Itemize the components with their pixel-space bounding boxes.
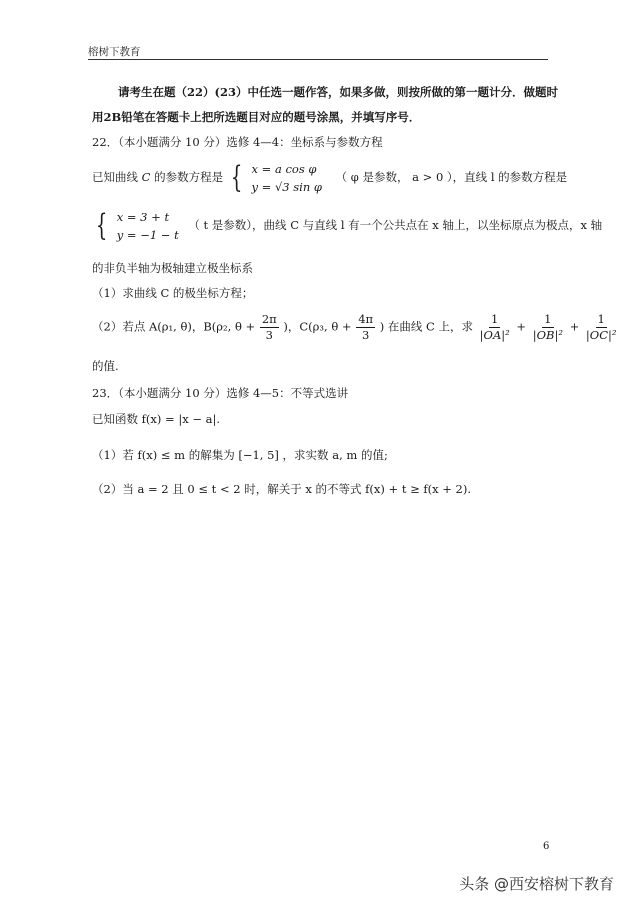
param2-row1: x = 3 + t <box>116 210 170 224</box>
param2-row2: y = −1 − t <box>116 228 179 242</box>
header-rule <box>88 59 548 60</box>
curve-C: C <box>141 170 151 184</box>
param1-row1: x = a cos φ <box>251 162 317 176</box>
q23-part1: （1）若 f(x) ≤ m 的解集为 [−1, 5] ，求实数 a, m 的值; <box>92 448 388 462</box>
left-brace-1: { <box>230 160 243 195</box>
q22-intro <box>92 160 567 196</box>
q22-part1: （1）求曲线 C 的极坐标方程； <box>92 286 254 300</box>
frac-OA-den: |OA|² <box>479 328 510 342</box>
frac-OB-den: |OB|² <box>532 328 563 342</box>
part2-b: )，C(ρ₃, θ + <box>283 319 352 334</box>
instruction-line-2: 用2B铅笔在答题卡上把所选题目对应的题号涂黑，并填写序号． <box>92 110 421 124</box>
frac-1-OC <box>584 312 619 343</box>
q22-intro-a: 已知曲线 <box>92 170 138 184</box>
frac-OB-num: 1 <box>544 312 552 326</box>
frac-OC-den: |OC|² <box>585 328 617 342</box>
plus-1: + <box>516 319 527 334</box>
q23-intro: 已知函数 f(x) = |x − a|. <box>92 412 221 426</box>
part2-c: ) 在曲线 C 上，求 <box>379 319 474 334</box>
part2-a: （2）若点 A(ρ₁, θ)，B(ρ₂, θ + <box>92 319 256 334</box>
param2-note: （ t 是参数），曲线 C 与直线 l 有一个公共点在 x 轴上，以坐标原点为极点，x 轴 <box>188 218 603 232</box>
watermark: 头条 @西安榕树下教育 <box>459 875 614 893</box>
frac-2pi-3 <box>260 312 279 343</box>
q22-line2 <box>92 208 602 244</box>
q22-part2-end: 的值. <box>92 359 119 373</box>
frac-4pi-den: 3 <box>361 328 370 342</box>
left-brace-2: { <box>95 208 108 243</box>
q22-part2 <box>92 312 620 343</box>
instruction-line-1: 请考生在题（22）(23）中任选一题作答，如果多做，则按所做的第一题计分．做题时 <box>118 85 558 99</box>
param-system-2 <box>117 208 179 244</box>
q22-header: 22．（本小题满分 10 分）选修 4—4：坐标系与参数方程 <box>92 135 383 149</box>
param1-note: （ φ 是参数， a > 0 ），直线 l 的参数方程是 <box>335 170 568 184</box>
frac-OC-num: 1 <box>597 312 605 326</box>
q22-intro-b: 的参数方程是 <box>154 170 224 184</box>
q23-part2: （2）当 a = 2 且 0 ≤ t < 2 时，解关于 x 的不等式 f(x) + t ≥ f(x + 2). <box>92 482 472 496</box>
frac-1-OB <box>531 312 565 343</box>
param1-row2: y = √3 sin φ <box>251 180 322 194</box>
param-system-1 <box>252 160 322 196</box>
frac-4pi-num: 4π <box>358 312 374 326</box>
q23-header: 23．（本小题满分 10 分）选修 4—5：不等式选讲 <box>92 386 349 400</box>
frac-4pi-3 <box>356 312 375 343</box>
frac-2pi-den: 3 <box>265 328 273 342</box>
frac-OA-num: 1 <box>491 312 499 326</box>
frac-2pi-num: 2π <box>261 312 277 326</box>
plus-2: + <box>569 319 580 334</box>
page-number: 6 <box>543 841 550 852</box>
frac-1-OA <box>478 312 512 343</box>
q22-line3: 的非负半轴为极轴建立极坐标系 <box>92 261 253 275</box>
header-title: 榕树下教育 <box>88 46 141 58</box>
